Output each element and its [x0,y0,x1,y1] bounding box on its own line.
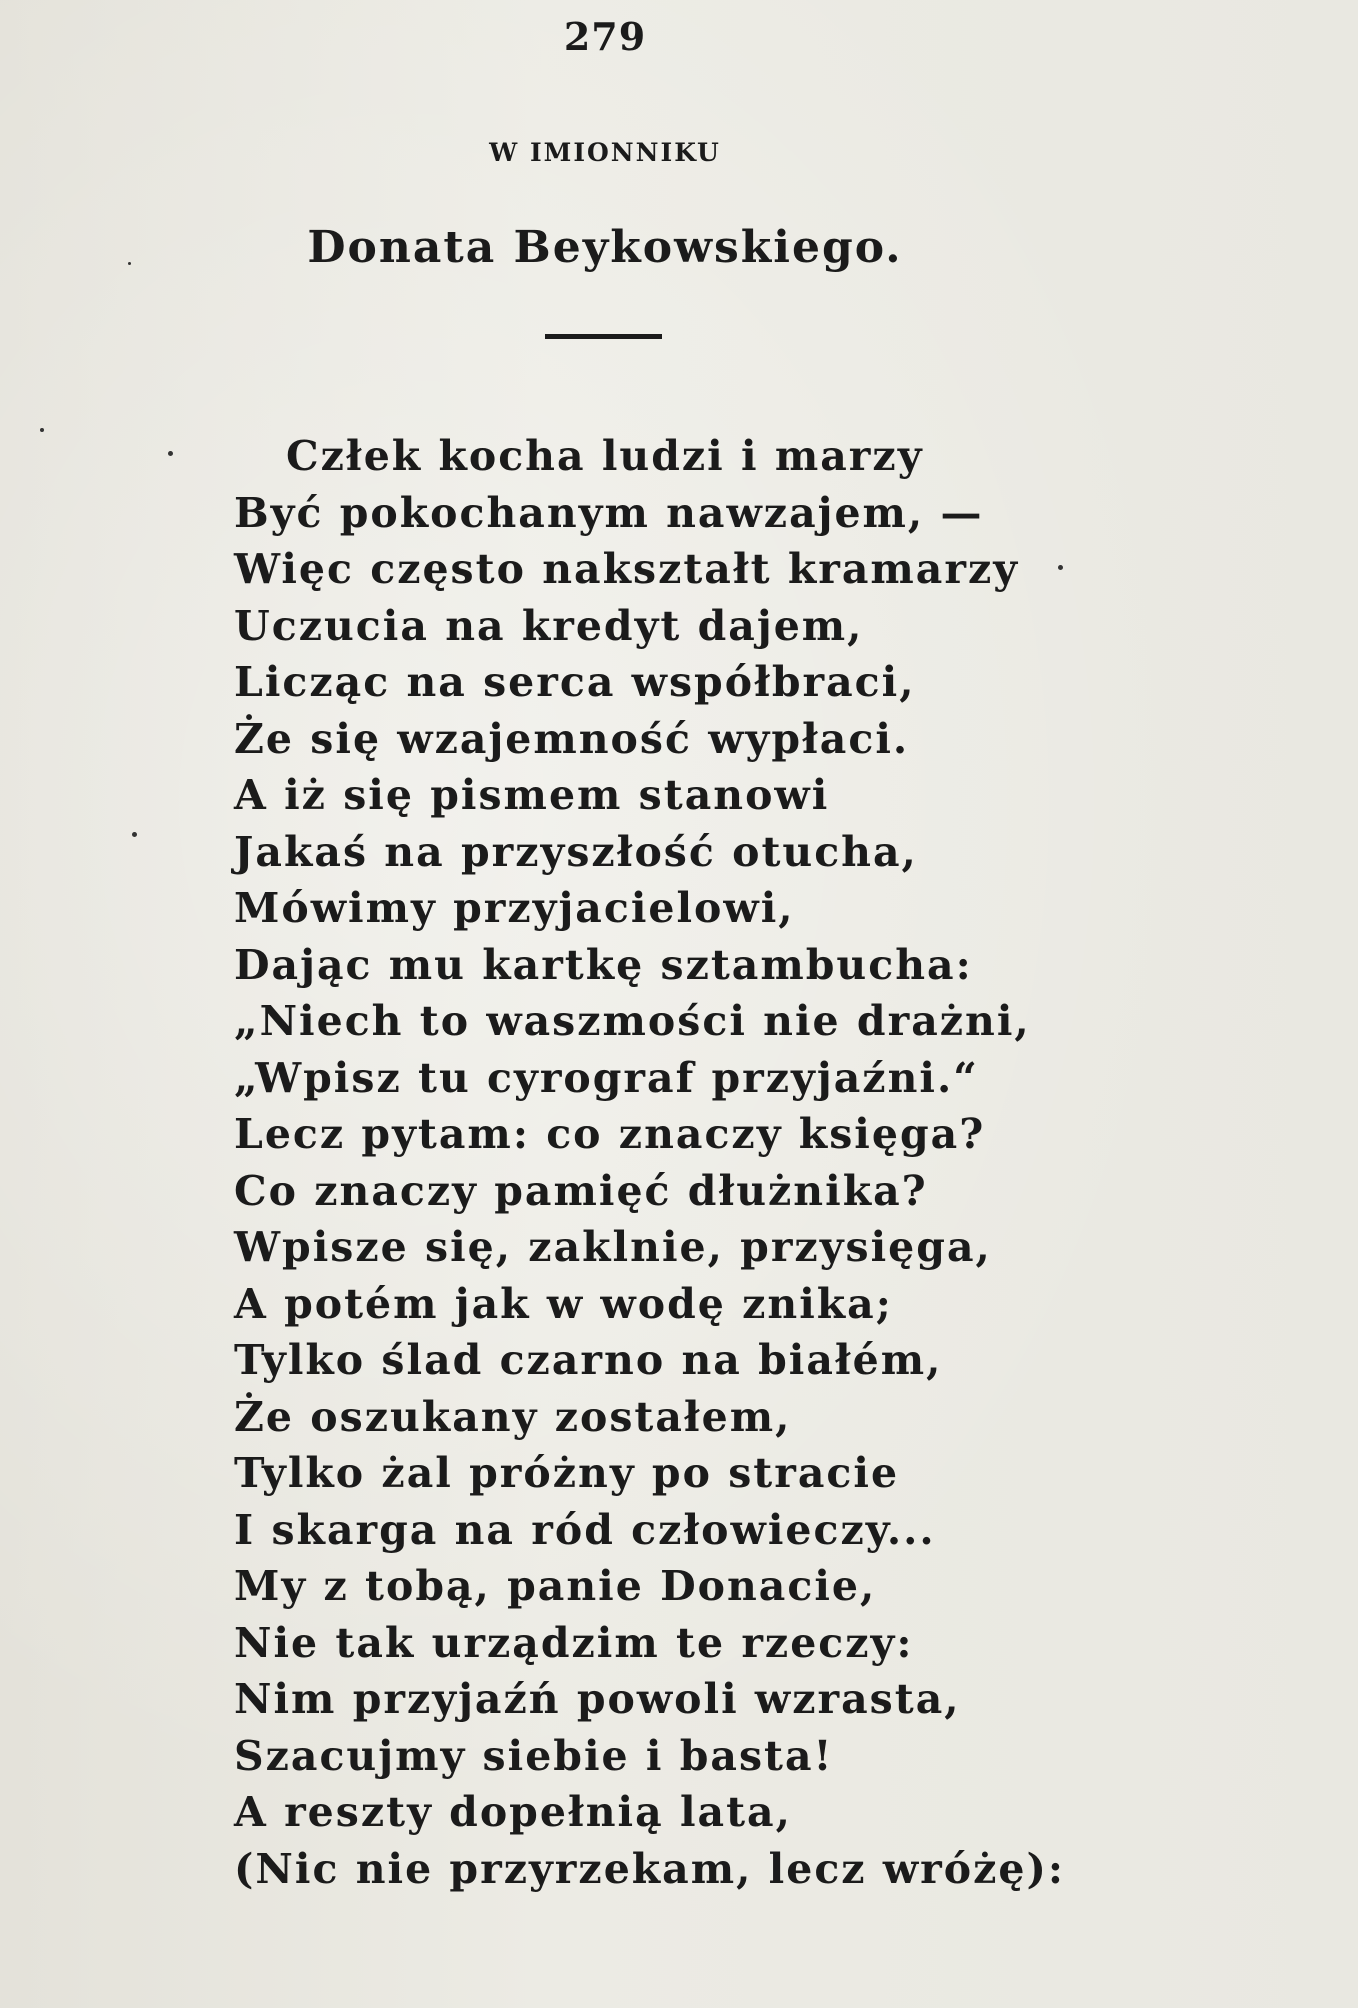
poem-line: Uczucia na kredyt dajem, [234,601,864,650]
poem-line: Być pokochanym nawzajem, — [234,488,984,537]
poem-line: Nim przyjaźń powoli wzrasta, [234,1675,961,1723]
paper-speck [128,262,131,265]
poem-line: My z tobą, panie Donacie, [234,1562,877,1610]
section-heading: W IMIONNIKU [489,138,721,167]
poem-line: Jakaś na przyszłość otucha, [234,827,918,876]
poem-title: Donata Beykowskiego. [307,222,903,273]
title-rule-divider [545,334,662,339]
poem-line: Lecz pytam: co znaczy księga? [234,1110,986,1158]
poem-line: Że oszukany zostałem, [234,1392,792,1441]
paper-speck [168,451,173,456]
poem-line: A potém jak w wodę znika; [234,1279,893,1328]
poem-line: Że się wzajemność wypłaci. [234,714,910,763]
page-number: 279 [563,14,647,59]
poem-line: Nie tak urządzim te rzeczy: [234,1618,914,1667]
poem-line: Tylko żal próżny po stracie [234,1449,900,1497]
poem-line: (Nic nie przyrzekam, lecz wróżę): [234,1844,1066,1893]
poem-line: Licząc na serca współbraci, [234,658,916,706]
poem-line: Co znaczy pamięć dłużnika? [234,1166,928,1215]
poem-line: Tylko ślad czarno na białém, [234,1336,943,1384]
paper-speck [132,832,137,837]
poem-line: Szacujmy siebie i basta! [234,1731,834,1780]
poem-line: Dając mu kartkę sztambucha: [234,940,973,989]
paper-speck [40,428,44,432]
poem-line: I skarga na ród człowieczy... [234,1505,936,1554]
poem-line: A iż się pismem stanowi [234,771,830,819]
poem-line: Mówimy przyjacielowi, [234,884,795,932]
poem-line: „Wpisz tu cyrograf przyjaźni.“ [234,1053,979,1102]
paper-speck [1058,565,1063,570]
poem-line: Wpisze się, zaklnie, przysięga, [234,1223,992,1271]
poem-line: A reszty dopełnią lata, [234,1788,792,1836]
poem-body [234,428,1284,1897]
poem-line: Więc często nakształt kramarzy [234,545,1020,593]
poem-line: Człek kocha ludzi i marzy [286,432,924,480]
poem-line: „Niech to waszmości nie drażni, [234,997,1031,1045]
